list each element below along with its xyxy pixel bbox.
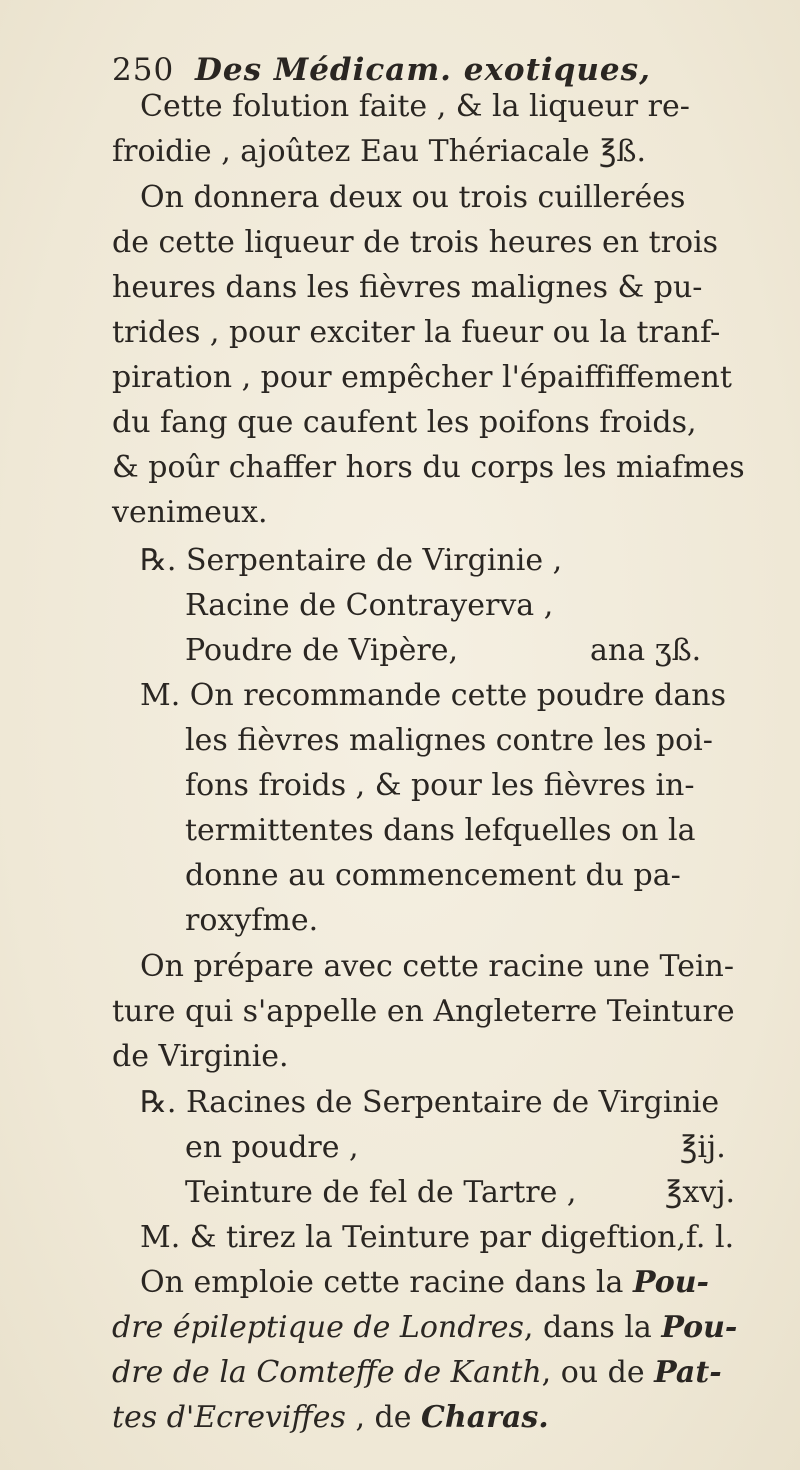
- text-run: On emploie cette racine dans la: [140, 1265, 633, 1300]
- book-title: tes d'Ecreviffes: [112, 1400, 346, 1435]
- text-line: [112, 1310, 738, 1345]
- running-header: [112, 52, 651, 88]
- text-line: [140, 1265, 709, 1300]
- text-run: , de: [345, 1400, 422, 1435]
- recipe-line: Teinture de fel de Tartre ,: [185, 1175, 577, 1210]
- page-number: 250: [112, 52, 175, 88]
- recipe-line: Poudre de Vipère,: [185, 633, 459, 668]
- text-line: fons froids , & pour les fièvres in-: [185, 768, 695, 803]
- book-title: dre épileptique de Londres: [112, 1310, 524, 1345]
- book-title: Charas.: [421, 1400, 549, 1435]
- running-title: Des Médicam. exotiques,: [195, 52, 651, 88]
- book-title: dre de la Comteffe de Kanth: [112, 1355, 542, 1390]
- recipe-dose: ℥ij.: [680, 1130, 726, 1165]
- text-run: , dans la: [523, 1310, 662, 1345]
- text-line: & poûr chaffer hors du corps les miafmes: [112, 450, 745, 485]
- book-title: Pou-: [661, 1310, 738, 1345]
- text-line: les fièvres malignes contre les poi-: [185, 723, 713, 758]
- recipe-line: Racine de Contrayerva ,: [185, 588, 554, 623]
- recipe-line: en poudre ,: [185, 1130, 359, 1165]
- recipe-line: ℞. Racines de Serpentaire de Virginie: [140, 1085, 720, 1120]
- recipe-dose: ℥xvj.: [665, 1175, 736, 1210]
- text-line: [112, 1355, 722, 1390]
- book-title: Pat-: [654, 1355, 722, 1390]
- text-line: M. On recommande cette poudre dans: [140, 678, 726, 713]
- text-line: piration , pour empêcher l'épaiffiffement: [112, 360, 732, 395]
- text-line: trides , pour exciter la fueur ou la tranf-: [112, 315, 721, 350]
- recipe-line: ℞. Serpentaire de Virginie ,: [140, 543, 563, 578]
- text-line: On donnera deux ou trois cuillerées: [140, 180, 686, 215]
- text-line: ture qui s'appelle en Angleterre Teinture: [112, 994, 735, 1029]
- text-line: M. & tirez la Teinture par digeftion,f. l.: [140, 1220, 735, 1255]
- text-line: On prépare avec cette racine une Tein-: [140, 949, 735, 984]
- text-line: Cette folution faite , & la liqueur re-: [140, 89, 690, 124]
- text-line: donne au commencement du pa-: [185, 858, 681, 893]
- text-line: venimeux.: [112, 495, 268, 530]
- text-line: froidie , ajoûtez Eau Thériacale ℥ß.: [112, 134, 647, 169]
- text-run: , ou de: [541, 1355, 655, 1390]
- book-title: Pou-: [632, 1265, 709, 1300]
- text-line: [112, 1400, 549, 1435]
- text-line: de Virginie.: [112, 1039, 289, 1074]
- text-line: de cette liqueur de trois heures en trois: [112, 225, 719, 260]
- text-line: du fang que caufent les poifons froids,: [112, 405, 697, 440]
- text-line: heures dans les fièvres malignes & pu-: [112, 270, 703, 305]
- text-line: roxyfme.: [185, 903, 319, 938]
- text-line: termittentes dans lefquelles on la: [185, 813, 696, 848]
- recipe-dose: ana ʒß.: [590, 633, 702, 668]
